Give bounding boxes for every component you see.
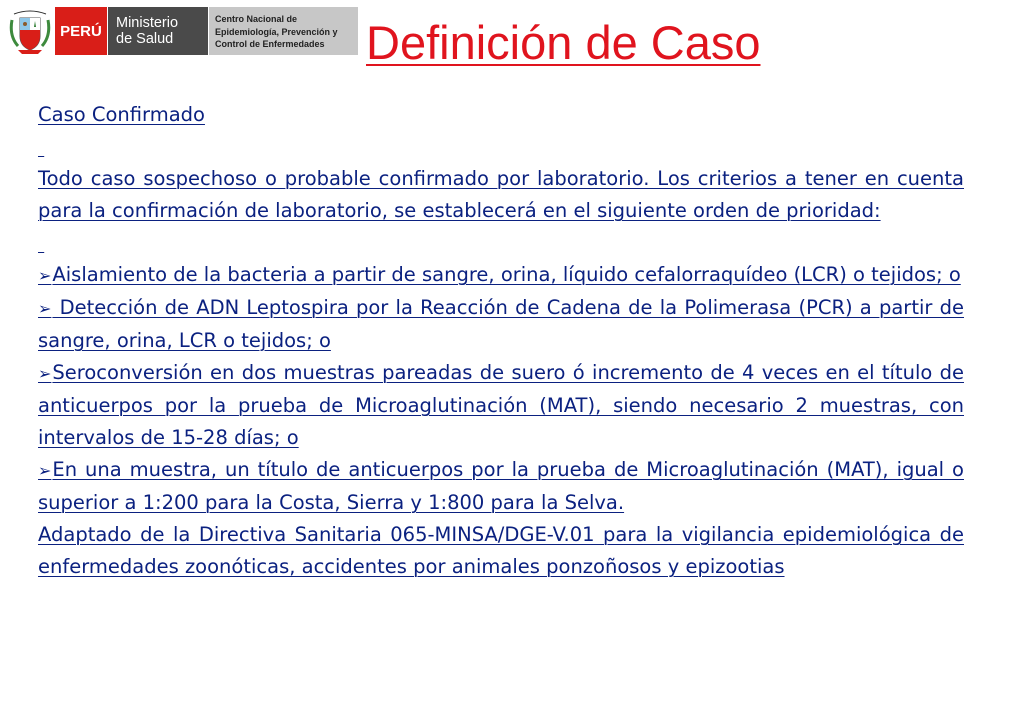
bullet-text: En una muestra, un título de anticuerpos por la prueba de Microaglutinación (MAT), igual o superior a 1:200 para la Costa, Sierra y 1:800 para la Selva. bbox=[38, 458, 964, 514]
ministry-line-1: Ministerio bbox=[116, 15, 179, 31]
country-label: PERÚ bbox=[60, 22, 102, 40]
bullet-item bbox=[38, 454, 964, 519]
bullet-text: Seroconversión en dos muestras pareadas de suero ó incremento de 4 veces en el título de anticuerpos por la prueba de Microaglutinación (MAT), siendo necesario 2 muestras, con intervalos de 15-28 días; o bbox=[38, 361, 964, 449]
center-line-3: Control de Enfermedades bbox=[215, 39, 325, 49]
intro-paragraph: Todo caso sospechoso o probable confirmado por laboratorio. Los criterios a tener en cuenta para la confirmación de laboratorio, se establecerá en el siguiente orden de prioridad: bbox=[38, 167, 964, 222]
bullet-item bbox=[38, 259, 964, 292]
blank-line bbox=[38, 227, 964, 259]
blank-line bbox=[38, 131, 964, 163]
source-note: Adaptado de la Directiva Sanitaria 065-MINSA/DGE-V.01 para la vigilancia epidemiológica de enfermedades zoonóticas, accidentes por animales ponzoñosos y epizootias bbox=[38, 523, 964, 578]
arrow-bullet-icon: ➢ bbox=[38, 299, 52, 318]
peru-logo-block bbox=[55, 7, 107, 55]
bullet-item bbox=[38, 357, 964, 454]
bullet-text: Detección de ADN Leptospira por la Reacción de Cadena de la Polimerasa (PCR) a partir de sangre, orina, LCR o tejidos; o bbox=[38, 296, 964, 352]
arrow-bullet-icon: ➢ bbox=[38, 461, 52, 480]
slide-title: Definición de Caso bbox=[366, 16, 761, 69]
center-line-2: Epidemiología, Prevención y bbox=[215, 26, 338, 37]
ministry-line-2: de Salud bbox=[116, 31, 174, 47]
slide-body bbox=[38, 99, 964, 583]
center-logo-block bbox=[209, 7, 358, 55]
ministry-logo-block bbox=[108, 7, 208, 55]
section-heading: Caso Confirmado bbox=[38, 103, 205, 126]
arrow-bullet-icon: ➢ bbox=[38, 266, 52, 285]
bullet-item bbox=[38, 292, 964, 357]
peru-coat-of-arms-icon bbox=[8, 6, 52, 56]
header bbox=[0, 0, 1024, 70]
bullet-text: Aislamiento de la bacteria a partir de sangre, orina, líquido cefalorraquídeo (LCR) o tejidos; o bbox=[52, 263, 961, 286]
center-line-1: Centro Nacional de bbox=[215, 14, 298, 24]
arrow-bullet-icon: ➢ bbox=[38, 364, 52, 383]
